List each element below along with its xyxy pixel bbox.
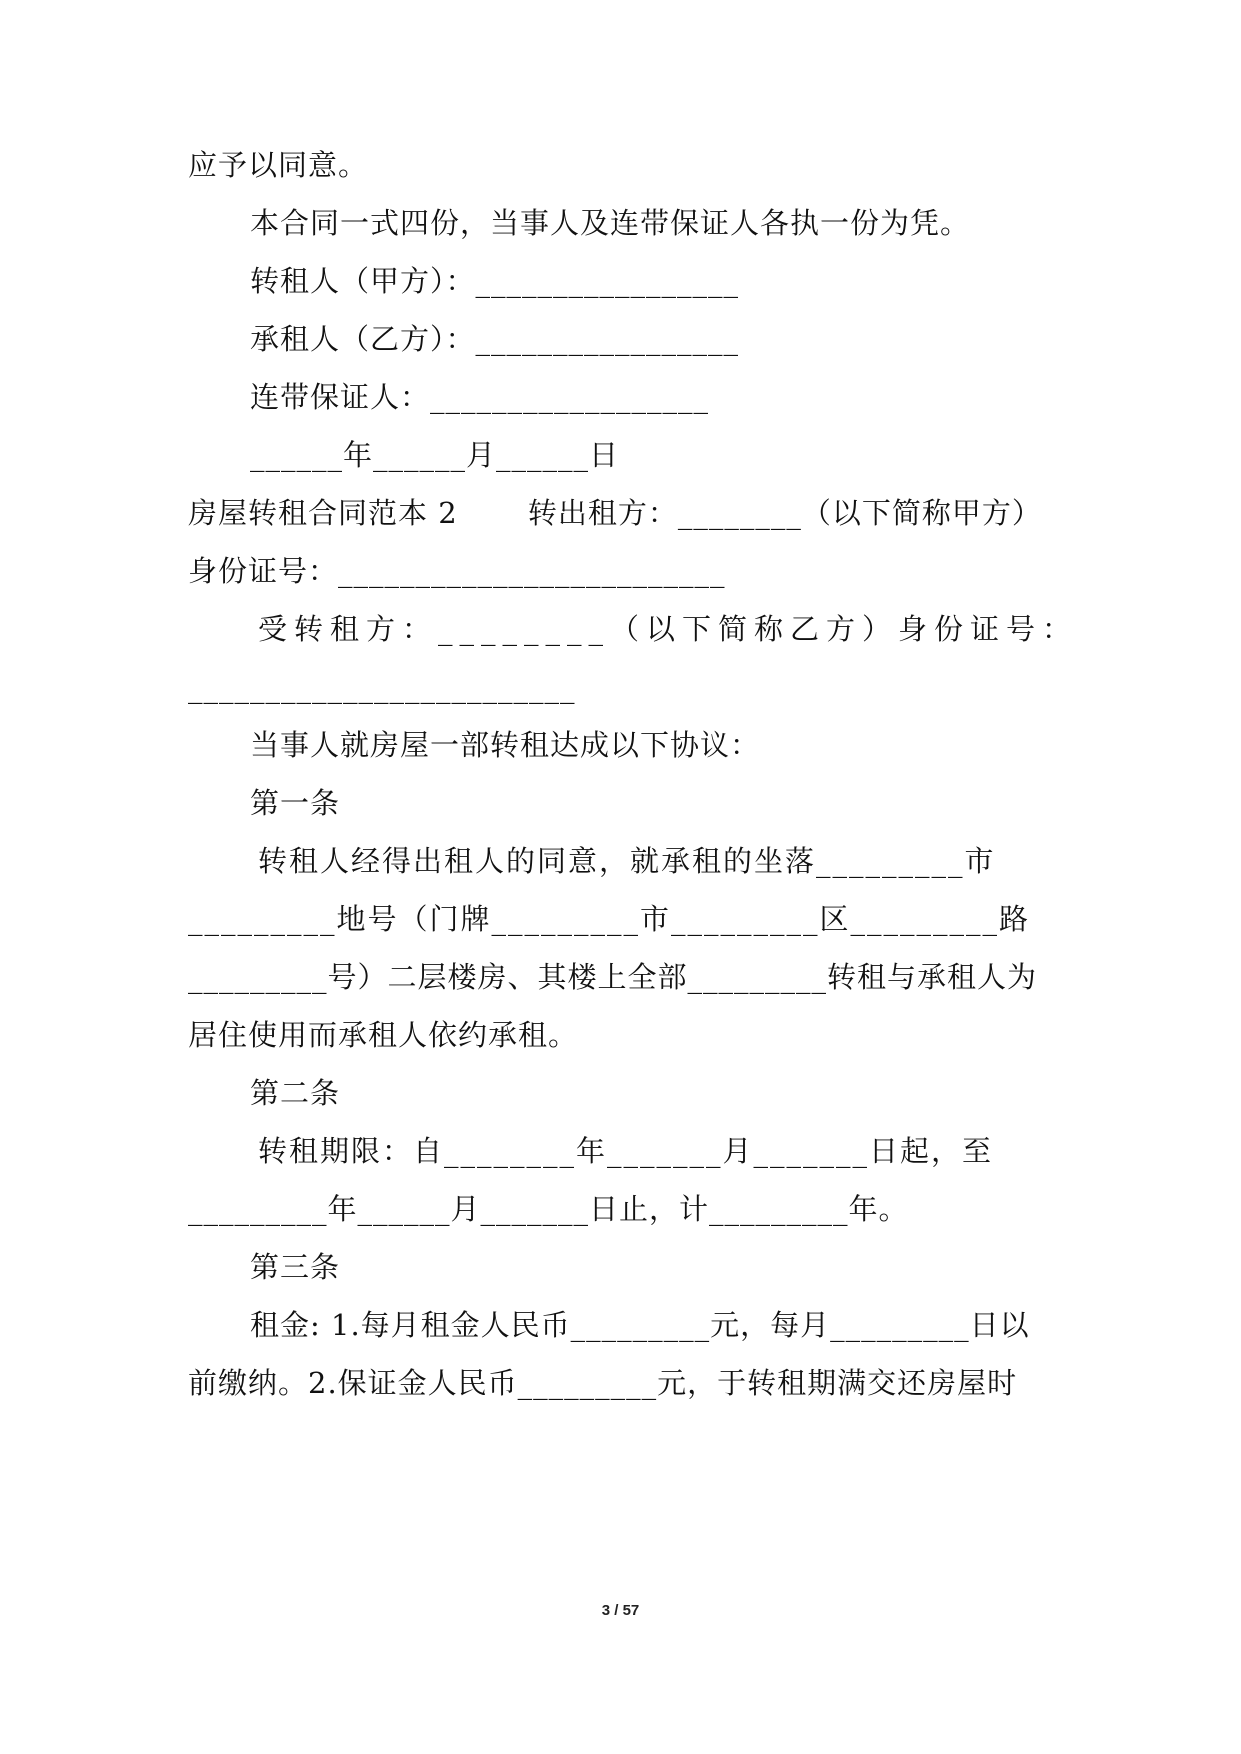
- paragraph-line: 应予以同意。: [188, 148, 369, 182]
- paragraph-line: 身份证号：_________________________: [188, 554, 726, 588]
- paragraph-line: _________地号（门牌_________市_________区_________路: [188, 902, 1031, 936]
- signature-line-guarantor: 连带保证人：__________________: [250, 380, 710, 414]
- date-line: ______年______月______日: [250, 438, 620, 472]
- paragraph-line: 居住使用而承租人依约承租。: [188, 1018, 579, 1052]
- article-heading: 第三条: [250, 1250, 341, 1284]
- article-heading: 第二条: [250, 1076, 341, 1110]
- paragraph-line: _________号）二层楼房、其楼上全部_________转租与承租人为: [188, 960, 1038, 994]
- article-heading: 第一条: [250, 786, 341, 820]
- page-number: 3 / 57: [601, 1602, 640, 1619]
- paragraph-line: 转租人经得出租人的同意，就承租的坐落_________市: [258, 844, 996, 878]
- signature-line-sublessor: 转租人（甲方）：_________________: [250, 264, 740, 298]
- signature-line-lessee: 承租人（乙方）：_________________: [250, 322, 740, 356]
- paragraph-line: _________________________: [188, 670, 576, 704]
- paragraph-line: 受转租方：________（以下简称乙方）身份证号：: [258, 612, 1079, 646]
- paragraph-line: 租金: 1.每月租金人民币_________元，每月_________日以: [250, 1308, 1030, 1342]
- section-title-line: 房屋转租合同范本 2 转出租方：________（以下简称甲方）: [188, 496, 1042, 530]
- paragraph-line: 前缴纳。2.保证金人民币_________元，于转租期满交还房屋时: [188, 1366, 1018, 1400]
- paragraph-line: 当事人就房屋一部转租达成以下协议：: [250, 728, 761, 762]
- paragraph-line: 转租期限：自________年_______月_______日起，至: [258, 1134, 994, 1168]
- paragraph-line: 本合同一式四份，当事人及连带保证人各执一份为凭。: [250, 206, 971, 240]
- paragraph-line: _________年______月_______日止，计_________年。: [188, 1192, 909, 1226]
